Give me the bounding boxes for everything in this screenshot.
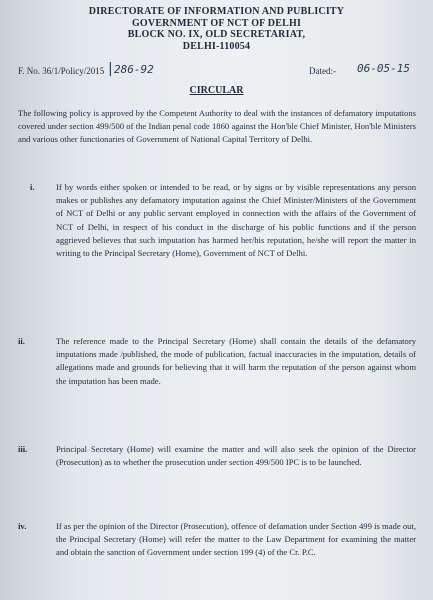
item-number: iii. xyxy=(18,444,28,454)
reference-line xyxy=(18,63,418,79)
document-title: CIRCULAR xyxy=(189,85,244,96)
file-number-handwritten: 286-92 xyxy=(114,63,154,76)
separator-stroke: | xyxy=(108,61,113,77)
intro-paragraph: The following policy is approved by the Competent Authority to deal with the instances of defamatory imputations covered under section 499/500 of the Indian penal code 1860 against the Hon'ble Chief Minister, Hon'ble Ministers and various other functionaries of Government of National Capital Territory of Delhi. xyxy=(18,108,416,145)
letterhead-line-government: GOVERNMENT OF NCT OF DELHI xyxy=(131,17,302,29)
file-number: F. No. 36/1/Policy/2015 xyxy=(18,66,105,76)
item-number: ii. xyxy=(18,336,25,346)
letterhead-line-city: DELHI-110054 xyxy=(182,40,251,52)
item-number: iv. xyxy=(18,521,27,531)
item-text: The reference made to the Principal Secretary (Home) shall contain the details of the defamatory imputations made /published, the mode of publication, factual inaccuracies in the imputation, details of allegations made and grounds for believing that it will harm the reputation of the person against whom the imputation has been made. xyxy=(56,336,416,386)
dated-label: Dated:- xyxy=(309,66,336,76)
letterhead xyxy=(0,6,433,52)
item-text: If by words either spoken or intended to be read, or by signs or by visible representations any person makes or publishes any defamatory imputation against the Chief Minister/Ministers of the Government of NCT of Delhi or any public servant employed in connection with the affairs of the Government of NCT of Delhi, in respect of his conduct in the discharge of his public functions and if the person aggrieved believes that such imputation has harmed her/his reputation, he/she will report the matter in writing to the Principal Secretary (Home), Government of NCT of Delhi. xyxy=(56,182,416,259)
item-number: i. xyxy=(30,182,35,192)
item-text: Principal Secretary (Home) will examine the matter and will also seek the opinion of the Director (Prosecution) as to whether the prosecution under section 499/500 IPC is to be launched. xyxy=(56,444,416,468)
letterhead-line-address: BLOCK NO. IX, OLD SECRETARIAT, xyxy=(127,29,306,40)
item-text: If as per the opinion of the Director (Prosecution), offence of defamation under Section 499 is made out, the Principal Secretary (Home) will refer the matter to the Law Department for examining the matter and obtain the sanction of Government under section 199 (4) of the Cr. P.C. xyxy=(56,521,416,558)
dated-handwritten: 06-05-15 xyxy=(357,62,410,75)
letterhead-line-directorate: DIRECTORATE OF INFORMATION AND PUBLICITY xyxy=(88,6,345,17)
